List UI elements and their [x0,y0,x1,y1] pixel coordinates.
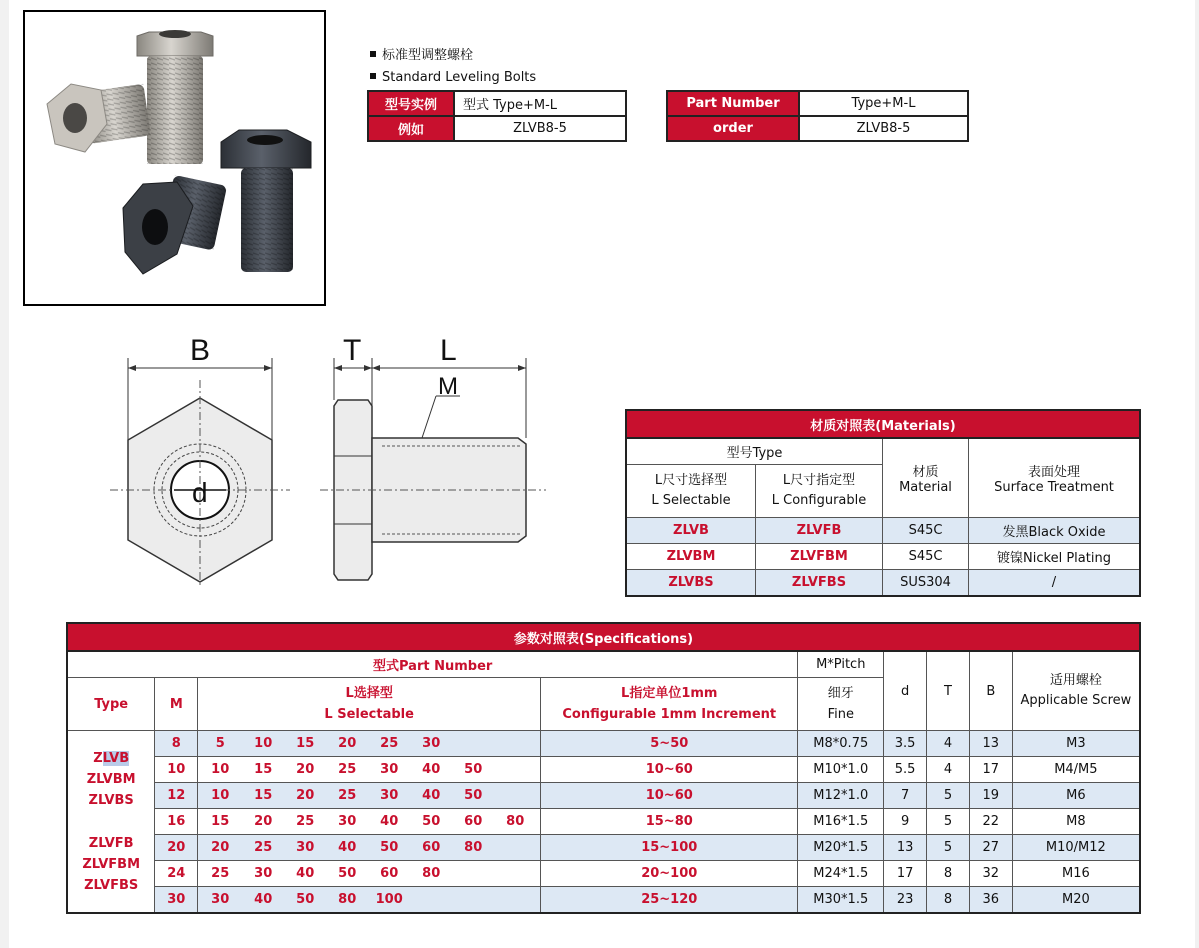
example-table-en [666,90,969,142]
specs-l-selectable-header [198,678,541,731]
type-code-zlvb [68,748,154,769]
type-code-zlvbm: ZLVBM [86,771,136,787]
l-value: 80 [464,840,483,855]
l-value: 100 [375,892,403,907]
type-code-zlvfb: ZLVFB [88,835,134,851]
heading-en-text: Standard Leveling Bolts [382,70,537,85]
specs-type-header: Type [67,678,155,731]
surface-header-en: Surface Treatment [994,480,1114,495]
spec-l-values [198,809,541,835]
material-header-en: Material [899,480,952,495]
l-value: 30 [380,788,399,803]
l-value: 30 [422,736,441,751]
dim-label-t: T [343,334,362,367]
spec-t: 8 [927,887,970,914]
spec-row [67,757,1140,783]
spec-l-values [198,861,541,887]
dim-label-b: B [190,334,211,367]
right-margin-strip [1195,0,1199,948]
spec-row [67,809,1140,835]
l-value: 25 [338,788,357,803]
selectable-header-en: L Selectable [651,493,731,508]
heading-en [370,70,536,85]
product-photo [23,10,326,306]
type-code-prefix: Z [93,750,103,766]
spec-screw: M4/M5 [1012,757,1140,783]
example-table-cn [367,90,627,142]
materials-row [626,570,1140,597]
spec-d: 13 [884,835,927,861]
spec-b: 32 [969,861,1012,887]
material-grade: S45C [883,544,969,570]
specs-m-header: M [155,678,198,731]
spec-d: 5.5 [884,757,927,783]
l-value: 50 [422,814,441,829]
materials-table [625,409,1141,597]
type-code-zlvfbs: ZLVFBS [84,877,139,893]
l-value: 60 [380,866,399,881]
type-code-highlight: LVB [102,750,130,766]
steel-bolt-upright [137,30,213,164]
configurable-header-cn: L尺寸指定型 [782,473,856,488]
spec-m: 12 [155,783,198,809]
spec-m: 30 [155,887,198,914]
spec-l-values [198,835,541,861]
material-header-cn: 材质 [912,465,939,480]
spec-l-values [198,783,541,809]
dim-label-l: L [440,334,457,367]
example-cn-value-2: ZLVB8-5 [454,116,626,141]
l-selectable-header-cn: L选择型 [345,686,393,701]
spec-d: 23 [884,887,927,914]
specs-fine-header [798,678,884,731]
l-value: 80 [506,814,525,829]
black-bolt-tilted [123,175,227,274]
l-value: 10 [254,736,273,751]
l-value: 25 [380,736,399,751]
spec-l-values [198,757,541,783]
material-configurable-code: ZLVFBM [756,544,883,570]
example-cn-label-1: 型号实例 [368,91,454,116]
l-config-header-cn: L指定单位1mm [621,686,718,701]
dim-label-d: d [192,477,208,508]
l-value: 50 [338,866,357,881]
l-value: 60 [422,840,441,855]
l-value: 30 [296,840,315,855]
spec-screw: M10/M12 [1012,835,1140,861]
example-en-label-1: Part Number [667,91,799,116]
spec-pitch: M12*1.0 [798,783,884,809]
spec-m: 20 [155,835,198,861]
spec-row [67,887,1140,914]
l-value: 20 [296,762,315,777]
l-value: 25 [254,840,273,855]
l-value: 10 [211,762,230,777]
spec-row [67,731,1140,757]
l-value: 20 [254,814,273,829]
spec-t: 8 [927,861,970,887]
black-bolt-upright [221,130,311,272]
l-value: 40 [422,762,441,777]
spec-l-range: 25~120 [541,887,798,914]
l-value: 25 [296,814,315,829]
example-en-value-2: ZLVB8-5 [799,116,968,141]
screw-header-cn: 适用螺栓 [1049,673,1102,688]
materials-title: 材质对照表(Materials) [626,410,1140,438]
specs-l-config-header [541,678,798,731]
spec-t: 5 [927,783,970,809]
spec-l-range: 10~60 [541,757,798,783]
dim-label-m: M [438,373,458,400]
spec-pitch: M16*1.5 [798,809,884,835]
l-value: 80 [338,892,357,907]
spec-l-values [198,887,541,914]
specs-screw-header [1012,651,1140,731]
steel-bolt-tilted [47,84,151,152]
technical-drawing [100,330,560,590]
materials-configurable-header [756,465,883,518]
spec-screw: M6 [1012,783,1140,809]
spec-l-range: 10~60 [541,783,798,809]
material-selectable-code: ZLVBS [626,570,756,597]
material-surface: 镀镍Nickel Plating [969,544,1141,570]
l-value: 25 [338,762,357,777]
materials-material-header [883,438,969,518]
example-en-label-2: order [667,116,799,141]
l-value: 15 [254,788,273,803]
spec-pitch: M30*1.5 [798,887,884,914]
spec-row [67,861,1140,887]
type-group-2 [68,833,154,896]
spec-t: 5 [927,809,970,835]
specs-t-header: T [927,651,970,731]
specs-d-header: d [884,651,927,731]
spec-b: 22 [969,809,1012,835]
l-value: 15 [296,736,315,751]
l-value: 40 [296,866,315,881]
spec-m: 8 [155,731,198,757]
material-surface: / [969,570,1141,597]
l-value: 50 [296,892,315,907]
spec-l-range: 15~80 [541,809,798,835]
spec-b: 17 [969,757,1012,783]
spec-d: 3.5 [884,731,927,757]
spec-t: 4 [927,731,970,757]
bullet-square-icon [370,73,376,79]
materials-row [626,518,1140,544]
configurable-header-en: L Configurable [771,493,867,508]
specs-title: 参数对照表(Specifications) [67,623,1140,651]
specs-b-header: B [969,651,1012,731]
selectable-header-cn: L尺寸选择型 [654,473,728,488]
l-value: 40 [380,814,399,829]
materials-row [626,544,1140,570]
l-value: 5 [215,736,225,751]
bullet-square-icon [370,51,376,57]
spec-pitch: M10*1.0 [798,757,884,783]
l-value: 40 [422,788,441,803]
spec-screw: M3 [1012,731,1140,757]
fine-header-cn: 细牙 [827,686,854,701]
spec-l-range: 5~50 [541,731,798,757]
l-value: 20 [211,840,230,855]
l-value: 40 [338,840,357,855]
spec-pitch: M8*0.75 [798,731,884,757]
heading-cn-text: 标准型调整螺栓 [382,48,474,63]
spec-m: 16 [155,809,198,835]
spec-d: 7 [884,783,927,809]
spec-m: 24 [155,861,198,887]
material-configurable-code: ZLVFB [756,518,883,544]
materials-type-header: 型号Type [626,438,883,465]
spec-screw: M8 [1012,809,1140,835]
spec-b: 36 [969,887,1012,914]
l-value: 30 [338,814,357,829]
spec-d: 9 [884,809,927,835]
l-value: 15 [254,762,273,777]
fine-header-en: Fine [827,707,854,722]
l-value: 30 [254,866,273,881]
l-config-header-en: Configurable 1mm Increment [562,707,777,722]
l-value: 50 [464,788,483,803]
specs-part-number-header: 型式Part Number [67,651,798,678]
l-value: 50 [464,762,483,777]
l-value: 50 [380,840,399,855]
spec-t: 5 [927,835,970,861]
spec-l-range: 20~100 [541,861,798,887]
screw-header-en: Applicable Screw [1020,693,1132,708]
l-value: 80 [422,866,441,881]
spec-pitch: M24*1.5 [798,861,884,887]
spec-pitch: M20*1.5 [798,835,884,861]
spec-t: 4 [927,757,970,783]
spec-b: 19 [969,783,1012,809]
type-code-zlvfbm: ZLVFBM [82,856,141,872]
spec-l-range: 15~100 [541,835,798,861]
spec-row [67,835,1140,861]
l-value: 30 [380,762,399,777]
l-value: 25 [211,866,230,881]
spec-m: 10 [155,757,198,783]
l-value: 15 [211,814,230,829]
l-selectable-header-en: L Selectable [324,707,414,722]
l-value: 40 [254,892,273,907]
l-value: 20 [296,788,315,803]
specifications-table [66,622,1141,914]
l-value: 10 [211,788,230,803]
spec-row [67,783,1140,809]
spec-b: 13 [969,731,1012,757]
spec-screw: M16 [1012,861,1140,887]
material-selectable-code: ZLVB [626,518,756,544]
specs-pitch-header: M*Pitch [798,651,884,678]
material-configurable-code: ZLVFBS [756,570,883,597]
example-en-value-1: Type+M-L [799,91,968,116]
material-surface: 发黑Black Oxide [969,518,1141,544]
spec-l-values [198,731,541,757]
example-cn-value-1: 型式 Type+M-L [454,91,626,116]
type-code-zlvbs: ZLVBS [88,792,134,808]
example-cn-label-2: 例如 [368,116,454,141]
spec-type-cell [67,731,155,914]
spec-d: 17 [884,861,927,887]
l-value: 20 [338,736,357,751]
type-group-1 [68,748,154,811]
spec-screw: M20 [1012,887,1140,914]
heading-cn [370,44,473,63]
material-selectable-code: ZLVBM [626,544,756,570]
left-margin-strip [0,0,9,948]
surface-header-cn: 表面处理 [1027,465,1080,480]
materials-surface-header [969,438,1141,518]
materials-selectable-header [626,465,756,518]
l-value: 30 [211,892,230,907]
spec-b: 27 [969,835,1012,861]
material-grade: SUS304 [883,570,969,597]
material-grade: S45C [883,518,969,544]
l-value: 60 [464,814,483,829]
